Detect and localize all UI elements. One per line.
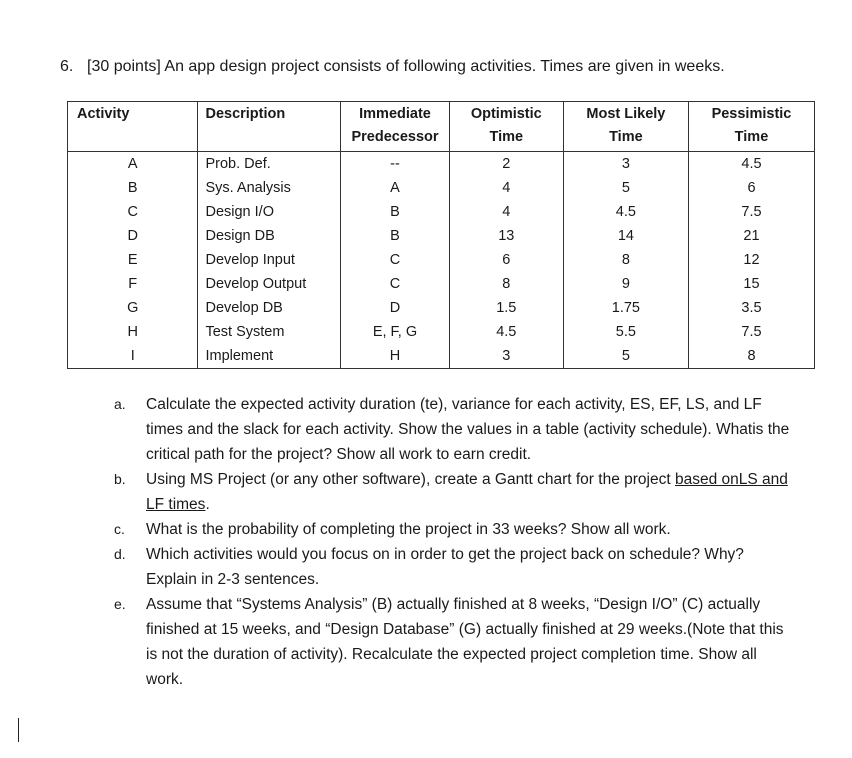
cell-optimistic: 6: [449, 248, 563, 272]
header-most-likely-line1: Most Likely: [586, 106, 666, 122]
cell-optimistic: 1.5: [449, 296, 563, 320]
part-b-end: .: [205, 496, 210, 513]
cell-optimistic: 4.5: [449, 320, 563, 344]
table-row: [68, 200, 815, 224]
cell-description: Develop DB: [198, 296, 341, 320]
cell-optimistic: 8: [449, 272, 563, 296]
header-most-likely-line2: Time: [609, 129, 643, 145]
cell-optimistic: 13: [449, 224, 563, 248]
cell-description: Develop Output: [198, 272, 341, 296]
cell-predecessor: A: [341, 176, 450, 200]
cell-predecessor: C: [341, 248, 450, 272]
header-pessimistic: [688, 102, 814, 152]
cell-pessimistic: 21: [688, 224, 814, 248]
header-most-likely: [563, 102, 688, 152]
part-d-text: Which activities would you focus on in order to get the project back on schedule? Why?Explain in 2-3 sentences.: [146, 546, 744, 588]
cell-most-likely: 5: [563, 176, 688, 200]
cell-pessimistic: 3.5: [688, 296, 814, 320]
cell-predecessor: B: [341, 224, 450, 248]
cell-description: Sys. Analysis: [198, 176, 341, 200]
header-optimistic-line1: Optimistic: [470, 106, 542, 122]
part-e-marker: e.: [114, 596, 126, 612]
header-pessimistic-line1: Pessimistic: [711, 106, 792, 122]
cell-most-likely: 8: [563, 248, 688, 272]
cell-optimistic: 2: [449, 152, 563, 177]
cell-optimistic: 3: [449, 344, 563, 369]
header-description: Description: [198, 102, 341, 152]
cell-most-likely: 1.75: [563, 296, 688, 320]
cell-predecessor: E, F, G: [341, 320, 450, 344]
cell-predecessor: --: [341, 152, 450, 177]
cell-activity: C: [68, 200, 198, 224]
cell-most-likely: 5.5: [563, 320, 688, 344]
part-a-marker: a.: [114, 396, 126, 412]
cell-pessimistic: 8: [688, 344, 814, 369]
cell-predecessor: C: [341, 272, 450, 296]
cell-description: Prob. Def.: [198, 152, 341, 177]
part-e: [114, 592, 794, 692]
table-body: [68, 152, 815, 369]
part-d-marker: d.: [114, 546, 126, 562]
header-pessimistic-line2: Time: [734, 129, 769, 145]
cell-pessimistic: 4.5: [688, 152, 814, 177]
cell-predecessor: H: [341, 344, 450, 369]
part-c: [114, 517, 794, 542]
cell-description: Test System: [198, 320, 341, 344]
cell-pessimistic: 7.5: [688, 200, 814, 224]
part-b-text: Using MS Project (or any other software), create a Gantt chart for the project: [146, 471, 675, 488]
cell-activity: A: [68, 152, 198, 177]
part-e-text: Assume that “Systems Analysis” (B) actually finished at 8 weeks, “Design I/O” (C) actually finished at 15 weeks, and “Design Database” (G) actually finished at 29 weeks.(Note that this is not the duration of activity). Recalculate the expected project completion time. Show all work.: [146, 596, 784, 688]
activity-table: [67, 101, 815, 369]
part-b: [114, 467, 794, 517]
part-a: [114, 392, 794, 467]
part-c-marker: c.: [114, 521, 125, 537]
cell-activity: F: [68, 272, 198, 296]
header-activity: Activity: [68, 102, 198, 152]
cell-description: Design I/O: [198, 200, 341, 224]
cell-description: Implement: [198, 344, 341, 369]
table-row: [68, 248, 815, 272]
table-row: [68, 176, 815, 200]
part-b-marker: b.: [114, 471, 126, 487]
cell-description: Design DB: [198, 224, 341, 248]
cell-pessimistic: 6: [688, 176, 814, 200]
cell-pessimistic: 7.5: [688, 320, 814, 344]
part-d: [114, 542, 794, 592]
table-row: [68, 344, 815, 369]
header-optimistic-line2: Time: [489, 129, 524, 145]
text-cursor[interactable]: [18, 718, 19, 742]
table-row: [68, 272, 815, 296]
cell-activity: H: [68, 320, 198, 344]
cell-activity: E: [68, 248, 198, 272]
cell-most-likely: 4.5: [563, 200, 688, 224]
table-row: [68, 152, 815, 177]
cell-description: Develop Input: [198, 248, 341, 272]
sub-questions: [114, 392, 794, 692]
cell-most-likely: 14: [563, 224, 688, 248]
cell-most-likely: 9: [563, 272, 688, 296]
table-header: [68, 102, 815, 152]
question-text: [30 points] An app design project consists of following activities. Times are given in weeks.: [87, 58, 725, 75]
question-heading: [60, 58, 725, 76]
cell-activity: D: [68, 224, 198, 248]
cell-most-likely: 3: [563, 152, 688, 177]
part-b-underlined-text: based onLS and LF times: [146, 471, 788, 513]
cell-optimistic: 4: [449, 200, 563, 224]
cell-predecessor: B: [341, 200, 450, 224]
cell-activity: G: [68, 296, 198, 320]
cell-activity: B: [68, 176, 198, 200]
header-optimistic: [449, 102, 563, 152]
part-c-text: What is the probability of completing the project in 33 weeks? Show all work.: [146, 521, 671, 538]
cell-predecessor: D: [341, 296, 450, 320]
table-row: [68, 320, 815, 344]
table-row: [68, 296, 815, 320]
cell-pessimistic: 12: [688, 248, 814, 272]
table-row: [68, 224, 815, 248]
header-predecessor-line2: Predecessor: [351, 129, 439, 145]
cell-most-likely: 5: [563, 344, 688, 369]
header-row: [68, 102, 815, 152]
part-a-text: Calculate the expected activity duration (te), variance for each activity, ES, EF, LS, and LF times and the slack for each activity. Show the values in a table (activity schedule). Whatis the critical path for the project? Show all work to earn credit.: [146, 396, 790, 463]
cell-activity: I: [68, 344, 198, 369]
cell-pessimistic: 15: [688, 272, 814, 296]
question-number: 6.: [60, 58, 74, 75]
cell-optimistic: 4: [449, 176, 563, 200]
header-predecessor: [341, 102, 450, 152]
header-predecessor-line1: Immediate: [359, 106, 431, 122]
